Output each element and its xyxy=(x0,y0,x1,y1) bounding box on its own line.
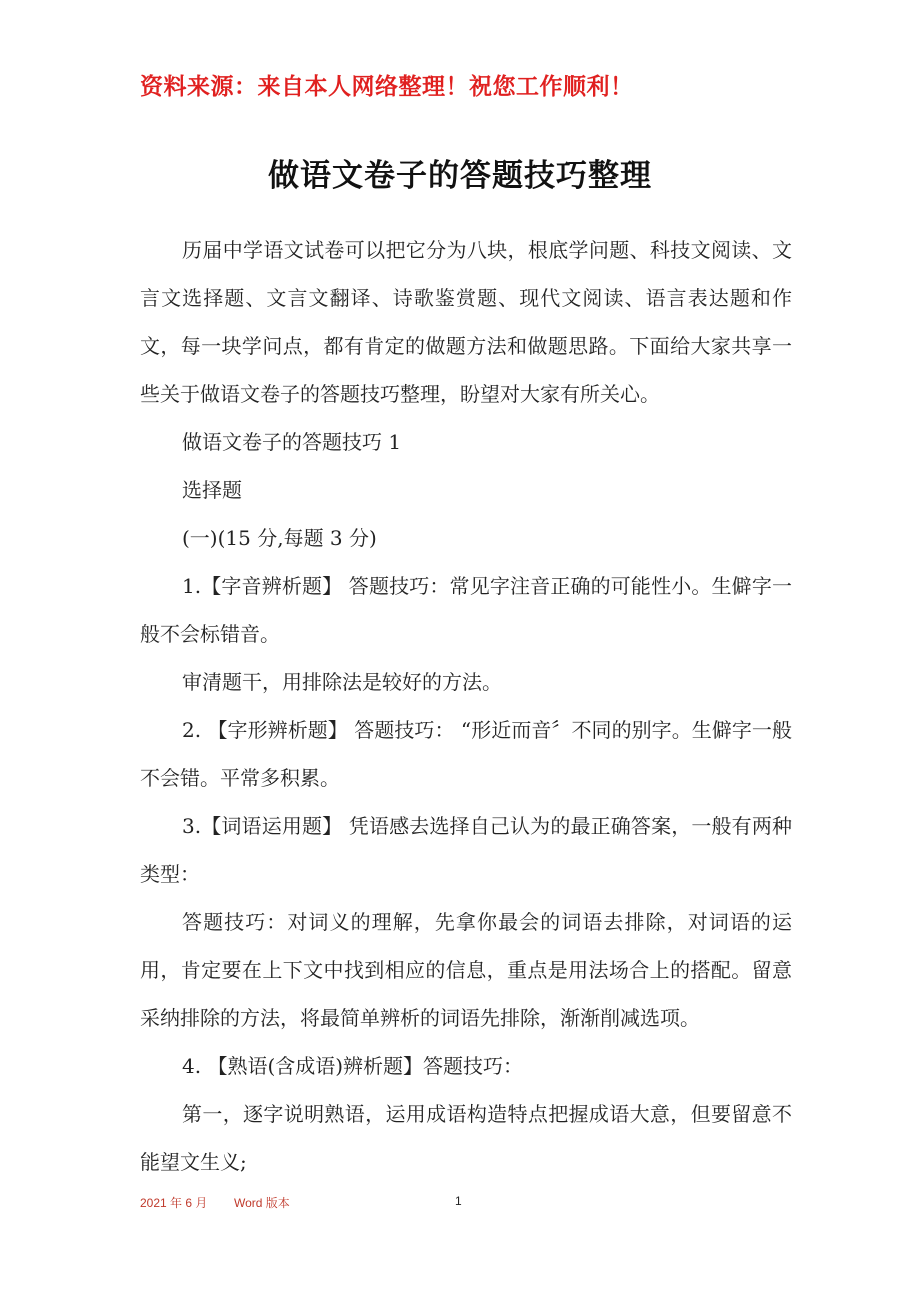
tip-word-usage-detail: 答题技巧：对词义的理解，先拿你最会的词语去排除，对词语的运用，肯定要在上下文中找到相应的信息，重点是用法场合上的搭配。留意采纳排除的方法，将最简单辨析的词语先排除，渐渐削减选项。 xyxy=(140,910,792,1030)
intro-paragraph: 历届中学语文试卷可以把它分为八块，根底学问题、科技文阅读、文言文选择题、文言文翻译、诗歌鉴赏题、现代文阅读、语言表达题和作文，每一块学问点，都有肯定的做题方法和做题思路。下面给大家共享一些关于做语文卷子的答题技巧整理，盼望对大家有所关心。 xyxy=(140,238,792,406)
source-banner: 资料来源：来自本人网络整理！祝您工作顺利！ xyxy=(140,74,634,100)
footer-date: 2021 年 6 月 xyxy=(140,1196,208,1210)
document-title: 做语文卷子的答题技巧整理 xyxy=(268,158,652,194)
tip-character-form: 2. 【字形辨析题】 答题技巧： “形近而音〞不同的别字。生僻字一般不会错。平常多积累。 xyxy=(140,718,792,790)
footer-page-number: 1 xyxy=(455,1194,462,1208)
tip-idiom-heading: 4. 【熟语(含成语)辨析题】答题技巧： xyxy=(182,1054,524,1078)
tip-pronunciation: 1.【字音辨析题】 答题技巧：常见字注音正确的可能性小。生僻字一般不会标错音。 xyxy=(140,574,792,646)
tip-pronunciation-note: 审清题干，用排除法是较好的方法。 xyxy=(182,670,502,694)
tip-idiom-first: 第一，逐字说明熟语，运用成语构造特点把握成语大意，但要留意不能望文生义; xyxy=(140,1102,792,1174)
subsection-heading: 选择题 xyxy=(182,478,242,502)
tip-word-usage: 3.【词语运用题】 凭语感去选择自己认为的最正确答案，一般有两种类型： xyxy=(140,814,792,886)
score-note: (一)(15 分,每题 3 分) xyxy=(182,526,377,550)
footer-version: Word 版本 xyxy=(234,1196,290,1210)
document-body xyxy=(140,226,792,1186)
section-heading: 做语文卷子的答题技巧 1 xyxy=(182,430,402,454)
